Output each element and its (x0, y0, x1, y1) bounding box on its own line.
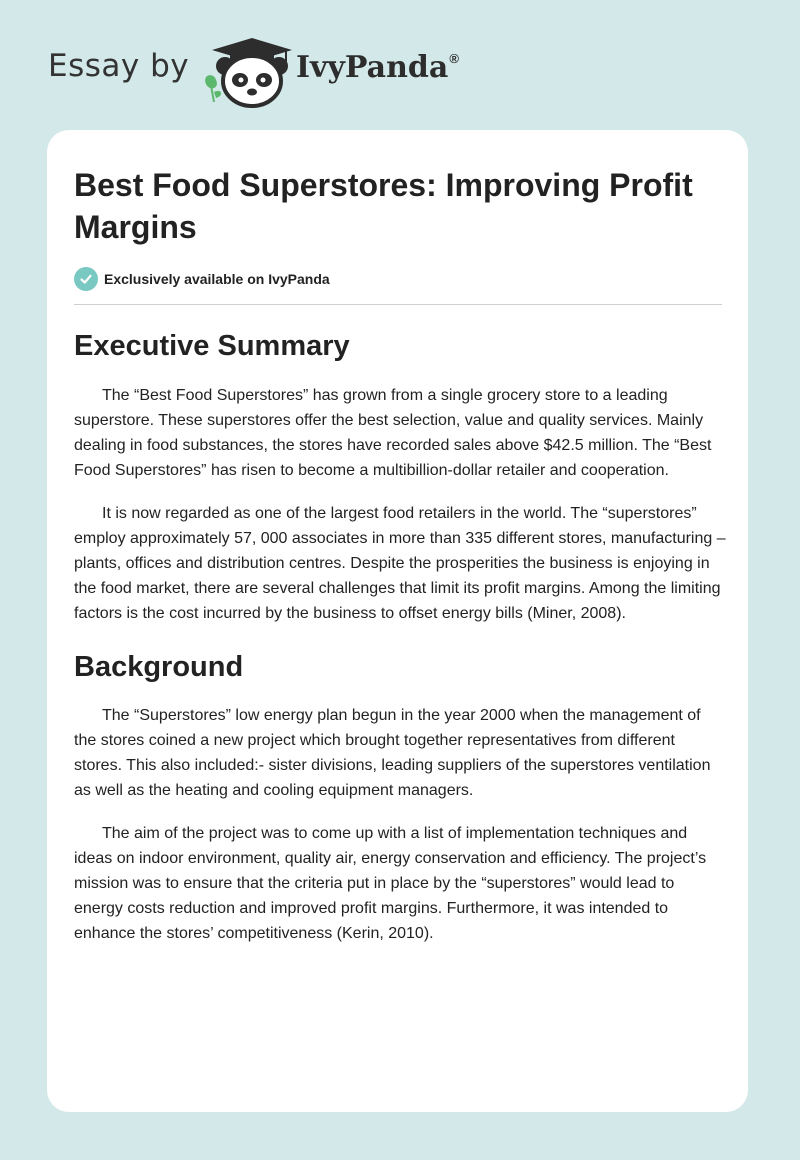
exclusive-label: Exclusively available on IvyPanda (104, 271, 330, 287)
page-title: Best Food Superstores: Improving Profit Margins (74, 167, 693, 245)
section-heading-executive-summary: Executive Summary (74, 330, 350, 362)
essay-card (47, 130, 748, 1112)
brand-name[interactable]: IvyPanda® (296, 50, 459, 85)
site-header (0, 0, 800, 130)
paragraph: It is now regarded as one of the largest food retailers in the world. The “superstores” employ approximately 57, 000 associates in more than 335 different stores, manufacturing –plants, offices and distribution centres. Despite the prosperities the business is enjoying in the food market, there are several challenges that limit its profit margins. Among the limiting factors is the cost incurred by the business to offset energy bills (Miner, 2008). (74, 505, 726, 622)
exclusive-badge (74, 267, 722, 291)
check-icon (74, 267, 98, 291)
panda-graduate-logo-icon[interactable] (200, 36, 296, 113)
essay-by-label: Essay by (48, 48, 190, 84)
paragraph: The “Best Food Superstores” has grown from a single grocery store to a leading superstore. These superstores offer the best selection, value and quality services. Mainly dealing in food substances, the stores have recorded sales above $42.5 million. The “Best Food Superstores” has risen to become a multibillion-dollar retailer and cooperation. (74, 387, 712, 479)
section-heading-background: Background (74, 651, 244, 683)
paragraph: The aim of the project was to come up with a list of implementation techniques and ideas on indoor environment, quality air, energy conservation and efficiency. The project’s mission was to ensure that the criteria put in place by the “superstores” would lead to energy costs reduction and improved profit margins. Furthermore, it was intended to enhance the stores’ competitiveness (Kerin, 2010). (74, 825, 707, 942)
registered-mark: ® (449, 51, 459, 66)
divider (74, 304, 722, 305)
paragraph: The “Superstores” low energy plan begun in the year 2000 when the management of the stores coined a new project which brought together representatives from different stores. This also included:- sister divisions, leading suppliers of the superstores ventilation as well as the heating and cooling equipment managers. (74, 707, 711, 799)
